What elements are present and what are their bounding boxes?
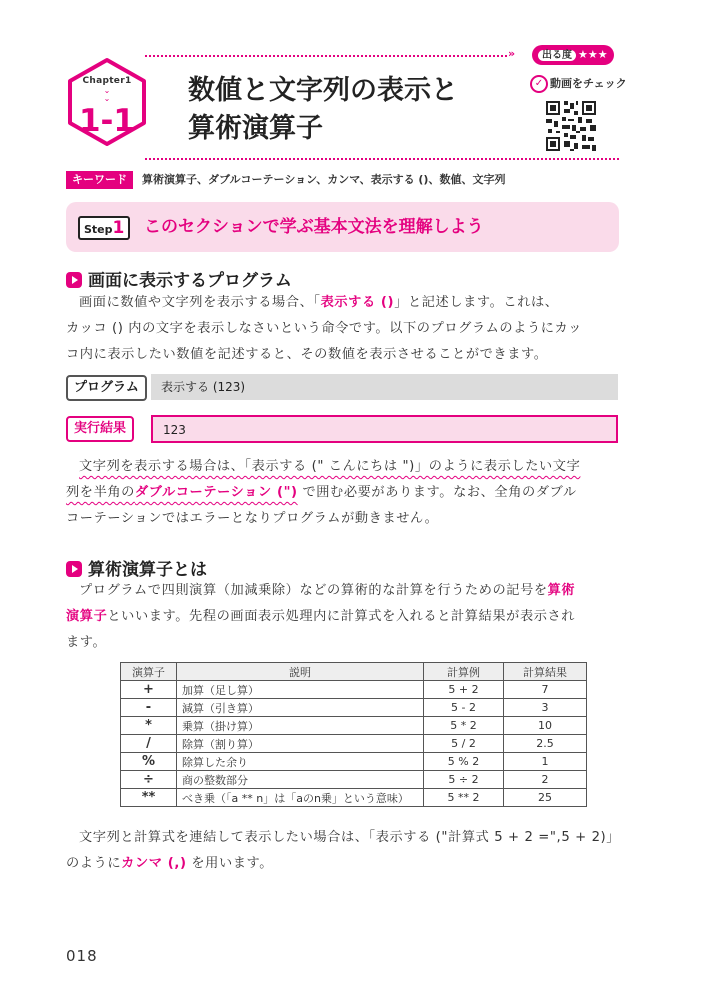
text-line: ます。 [66, 635, 107, 650]
operators-table [120, 662, 587, 807]
text-run: プログラムで四則演算（加減乗除）などの算術的な計算を行うための記号を [79, 583, 548, 598]
table-cell: ** [121, 789, 177, 807]
table-cell: % [121, 753, 177, 771]
table-cell: 除算（割り算） [177, 735, 424, 753]
keyword-highlight: 算術 [547, 583, 576, 598]
table-cell: 5 / 2 [424, 735, 504, 753]
keywords-text: 算術演算子、ダブルコーテーション、カンマ、表示する ()、数値、文字列 [142, 173, 506, 186]
table-row [121, 771, 587, 789]
keyword-highlight: 演算子 [66, 609, 108, 624]
section-heading-2-text: 算術演算子とは [88, 560, 207, 580]
check-icon: ✓ [530, 75, 548, 93]
table-cell: 5 + 2 [424, 681, 504, 699]
text-line: カッコ () 内の文字を表示しなさいという命令です。以下のプログラムのようにカッ [66, 321, 582, 336]
frequency-stars: ★★★ [578, 48, 608, 61]
chapter-label: Chapter1 [82, 76, 132, 86]
table-cell: 減算（引き算） [177, 699, 424, 717]
table-cell: 5 * 2 [424, 717, 504, 735]
frequency-badge [532, 45, 614, 65]
table-cell: - [121, 699, 177, 717]
page-title [188, 72, 458, 148]
table-cell: 2 [504, 771, 587, 789]
table-cell: 除算した余り [177, 753, 424, 771]
table-row [121, 699, 587, 717]
keyword-highlight: 表示する () [320, 295, 395, 310]
video-label: 動画をチェック [550, 77, 627, 90]
table-cell: べき乗（「a ** n」は「aのn乗」という意味） [177, 789, 424, 807]
table-cell: / [121, 735, 177, 753]
table-cell: 10 [504, 717, 587, 735]
table-cell: 3 [504, 699, 587, 717]
table-row [121, 681, 587, 699]
table-header-row [121, 663, 587, 681]
text-line: コーテーションではエラーとなりプログラムが動きません。 [66, 511, 439, 526]
table-header: 説明 [177, 663, 424, 681]
page-number: 018 [66, 947, 98, 965]
table-cell: 1 [504, 753, 587, 771]
frequency-label: 出る度 [538, 50, 576, 61]
table-cell: 7 [504, 681, 587, 699]
section2-paragraph-2 [66, 825, 619, 877]
table-cell: 加算（足し算） [177, 681, 424, 699]
chapter-number: 1-1 [78, 103, 135, 139]
table-header: 計算結果 [504, 663, 587, 681]
header-divider-top [145, 55, 507, 57]
text-run: 画面に数値や文字列を表示する場合、「 [79, 295, 321, 310]
keywords-tag: キーワード [66, 171, 133, 189]
keyword-highlight: カンマ (,) [121, 856, 187, 871]
step-badge-number: 1 [112, 218, 125, 238]
table-cell: 5 - 2 [424, 699, 504, 717]
text-line: 文字列を表示する場合は、「表示する (" こんにちは ")」のように表示したい文字 [79, 459, 581, 474]
qr-code[interactable] [544, 99, 598, 153]
section2-paragraph [66, 578, 619, 656]
table-cell: 5 % 2 [424, 753, 504, 771]
table-row [121, 789, 587, 807]
section-heading-2 [66, 555, 207, 580]
table-cell: 商の整数部分 [177, 771, 424, 789]
video-link[interactable] [530, 75, 627, 93]
table-cell: 25 [504, 789, 587, 807]
table-row [121, 753, 587, 771]
step-badge [78, 216, 130, 240]
text-run: といいます。先程の画面表示処理内に計算式を入れると計算結果が表示され [107, 609, 576, 624]
text-run: 」と記述します。これは、 [394, 295, 559, 310]
title-line-1: 数値と文字列の表示と [188, 75, 458, 106]
section1-paragraph [66, 290, 619, 368]
chevron-right-icon: » [508, 47, 514, 60]
play-icon [66, 561, 82, 577]
header-divider-bottom [145, 158, 619, 160]
text-run: で囲む必要があります。なお、全角のダブル [297, 485, 577, 500]
play-icon [66, 272, 82, 288]
step-badge-text: Step [84, 223, 113, 236]
title-line-2: 算術演算子 [188, 113, 323, 144]
keyword-highlight: ダブルコーテーション (") [134, 485, 298, 500]
text-run: 列を半角の [66, 485, 135, 500]
section1-paragraph-2 [66, 454, 619, 532]
text-line: 文字列と計算式を連結して表示したい場合は、「表示する ("計算式 5 + 2 =",5 + 2)」 [79, 830, 621, 845]
section-heading-1-text: 画面に表示するプログラム [88, 271, 292, 291]
table-cell: + [121, 681, 177, 699]
table-cell: 5 ** 2 [424, 789, 504, 807]
text-run: を用います。 [186, 856, 274, 871]
program-code: 表示する (123) [151, 374, 618, 400]
text-line: コ内に表示したい数値を記述すると、その数値を表示させることができます。 [66, 347, 548, 362]
table-cell: 2.5 [504, 735, 587, 753]
table-cell: * [121, 717, 177, 735]
table-row [121, 717, 587, 735]
table-cell: 乗算（掛け算） [177, 717, 424, 735]
step-banner [66, 202, 619, 252]
table-row [121, 735, 587, 753]
table-header: 演算子 [121, 663, 177, 681]
text-run: のように [66, 856, 122, 871]
table-cell: 5 ÷ 2 [424, 771, 504, 789]
table-cell: ÷ [121, 771, 177, 789]
result-output: 123 [151, 415, 618, 443]
program-label: プログラム [66, 375, 147, 401]
result-label: 実行結果 [66, 416, 134, 442]
step-title: このセクションで学ぶ基本文法を理解しよう [144, 217, 484, 237]
section-heading-1 [66, 266, 292, 291]
chevron-down-icon: ⌄ ⌄ [103, 86, 111, 103]
table-header: 計算例 [424, 663, 504, 681]
